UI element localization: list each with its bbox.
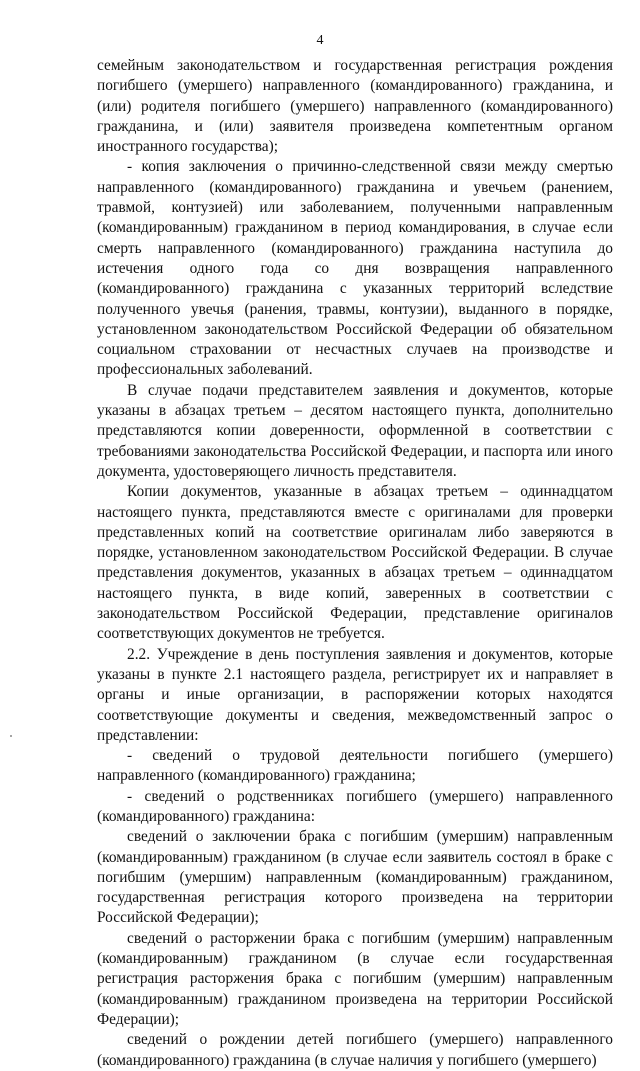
paragraph-representative: В случае подачи представителем заявления и документов, которые указаны в абзацах третьем – десятом настоящего пункта, дополнительно представляются копии доверенности, оформленной в соответствии с требованиями законодательства Российской Федерации, и паспорта или иного документа, удостоверяющего личность представителя. [97, 381, 613, 480]
list-item-children-info: сведений о рождении детей погибшего (умершего) направленного (командированного) гражданина (в случае наличия у погибшего (умершего) [97, 1031, 613, 1069]
margin-mark [10, 735, 12, 737]
paragraph-continuation: семейным законодательством и государственная регистрация рождения погибшего (умершего) направленного (командированного) гражданина, и (или) родителя погибшего (умершего) направленного (командированного) гражданина, и (или) заявителя произведена компетентным органом иностранного государства); [97, 57, 613, 156]
list-item-relatives-info: - сведений о родственниках погибшего (умершего) направленного (командированного) гражданина: [97, 787, 613, 825]
list-item-marriage-info: сведений о заключении брака с погибшим (умершим) направленным (командированным) гражданином (в случае если заявитель состоял в браке с погибшим (умершим) направленным (командированным) гражданином, государственная регистрация которого произведена на территории Российской Федерации); [97, 828, 613, 927]
list-item-divorce-info: сведений о расторжении брака с погибшим (умершим) направленным (командированным) гражданином (в случае если государственная регистрация расторжения брака с погибшим (умершим) направленным (командированным) гражданином произведена на территории Российской Федерации); [97, 929, 613, 1028]
list-item-employment-info: - сведений о трудовой деятельности погибшего (умершего) направленного (командированного) гражданина; [97, 747, 613, 785]
paragraph-document-copies: Копии документов, указанные в абзацах третьем – одиннадцатом настоящего пункта, представляются вместе с оригиналами для проверки представленных копий на соответствие оригиналам либо заверяются в порядке, установленном законодательством Российской Федерации. В случае представления документов, указанных в абзацах третьем – одиннадцатом настоящего пункта, в виде копий, заверенных в соответствии с законодательством Российской Федерации, представление оригиналов соответствующих документов не требуется. [97, 483, 613, 643]
paragraph-causal-link-copy: - копия заключения о причинно-следственной связи между смертью направленного (командированного) гражданина и увечьем (ранением, травмой, контузией) или заболеванием, полученными направленным (командированным) гражданином в период командирования, в случае если смерть направленного (командированного) гражданина наступила до истечения одного года со дня возвращения направленного (командированного) гражданина с указанных территорий вследствие полученного увечья (ранения, травмы, контузии), выданного в порядке, установленном законодательством Российской Федерации об обязательном социальном страховании от несчастных случаев на производстве и профессиональных заболеваний. [97, 158, 613, 379]
document-body [97, 56, 613, 1071]
paragraph-section-2-2: 2.2. Учреждение в день поступления заявления и документов, которые указаны в пункте 2.1 настоящего раздела, регистрирует их и направляет в органы и иные организации, в распоряжении которых находятся соответствующие документы и сведения, межведомственный запрос о представлении: [97, 645, 613, 744]
page-number: 4 [316, 33, 324, 48]
